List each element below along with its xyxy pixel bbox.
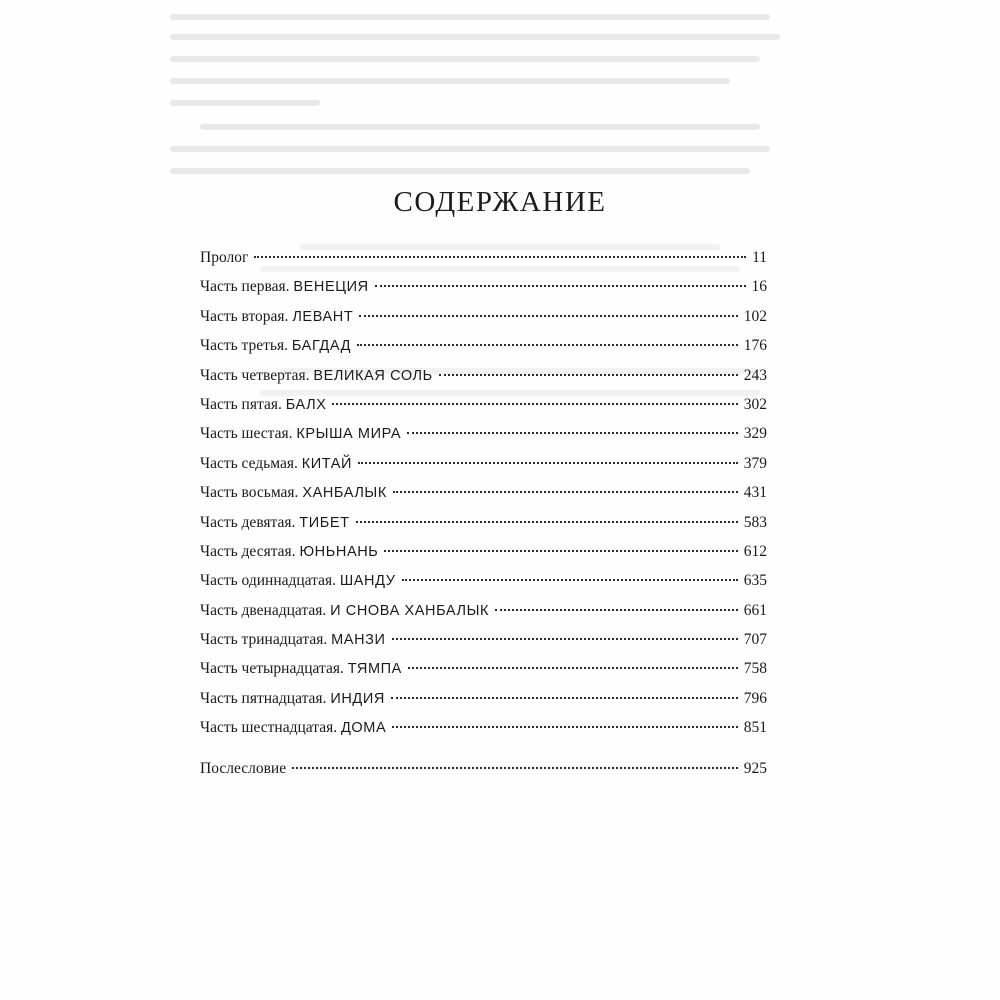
toc-page-number: 635 (743, 572, 767, 590)
toc-page-number: 583 (743, 513, 767, 531)
toc-page-number: 102 (743, 307, 767, 325)
toc-entry-label: Часть четырнадцатая. (200, 660, 348, 678)
toc-entry (200, 596, 767, 625)
dot-leader (392, 638, 738, 640)
toc-entry-label: Часть шестая. (200, 425, 297, 443)
toc-entry-label: Пролог (200, 249, 249, 266)
toc-heading: СОДЕРЖАНИЕ (393, 186, 607, 218)
toc-entry-label: Часть двенадцатая. (200, 601, 331, 619)
toc-page-number: 758 (743, 660, 767, 678)
toc-entry (200, 302, 767, 331)
dot-leader (356, 521, 738, 523)
toc-entry-label: Часть восьмая. (200, 484, 303, 502)
toc-list (200, 243, 767, 783)
toc-entry (200, 449, 767, 478)
toc-entry (200, 566, 767, 595)
toc-entry-part-name: ТЯМПА (347, 661, 402, 678)
toc-entry-label: Часть шестнадцатая. (200, 719, 341, 737)
toc-entry-label: Часть тринадцатая. (200, 631, 332, 649)
dot-leader (495, 609, 738, 611)
toc-page-number: 16 (751, 278, 767, 296)
dot-leader (254, 256, 746, 258)
toc-entry (200, 537, 767, 566)
toc-entry (200, 625, 767, 654)
dot-leader (359, 315, 737, 317)
toc-entry-part-name: БАЛХ (285, 396, 327, 413)
toc-entry (200, 419, 767, 448)
toc-entry-part-name: ТИБЕТ (299, 514, 350, 531)
toc-entry-label: Послесловие (200, 759, 287, 777)
toc-entry-part-name: КРЫША МИРА (296, 426, 402, 443)
toc-entry (200, 654, 767, 683)
toc-entry-label: Часть третья. (200, 337, 292, 355)
dot-leader (375, 285, 746, 287)
toc-entry-part-name: БАГДАД (291, 338, 352, 355)
dot-leader (384, 550, 737, 552)
toc-page-number: 176 (743, 337, 767, 355)
toc-entry-part-name: ВЕЛИКАЯ СОЛЬ (313, 367, 433, 384)
dot-leader (332, 403, 737, 405)
toc-entry-part-name: ДОМА (340, 720, 387, 737)
dot-leader (392, 726, 738, 728)
toc-entry-label: Часть седьмая. (200, 454, 302, 472)
toc-entry-label: Часть первая. (200, 278, 294, 296)
dot-leader (292, 767, 738, 769)
toc-entry (200, 684, 767, 713)
dot-leader (408, 667, 738, 669)
toc-entry (200, 390, 767, 419)
toc-entry (200, 361, 767, 390)
toc-page-number: 925 (743, 759, 767, 777)
toc-page-number: 379 (743, 454, 767, 472)
toc-page-number: 612 (743, 542, 767, 560)
toc-entry-part-name: ШАНДУ (339, 573, 396, 590)
dot-leader (393, 491, 738, 493)
toc-entry-part-name: И СНОВА ХАНБАЛЫК (330, 602, 490, 619)
toc-page-number: 661 (743, 601, 767, 619)
toc-entry-afterword (200, 754, 767, 783)
toc-entry-part-name: ЮНЬНАНЬ (299, 543, 379, 560)
dot-leader (357, 344, 738, 346)
toc-entry-label: Часть десятая. (200, 542, 300, 560)
toc-entry-part-name: МАНЗИ (331, 632, 386, 649)
toc-entry (200, 508, 767, 537)
toc-entry-part-name: ЛЕВАНТ (292, 308, 354, 325)
toc-entry-part-name: ИНДИЯ (330, 690, 385, 707)
toc-entry-part-name: ВЕНЕЦИЯ (293, 279, 369, 296)
toc-page-number: 796 (743, 689, 767, 707)
toc-page-number: 851 (743, 719, 767, 737)
toc-entry-label: Часть пятнадцатая. (200, 689, 331, 707)
toc-entry (200, 713, 767, 742)
dot-leader (402, 579, 738, 581)
toc-entry-part-name: ХАНБАЛЫК (302, 485, 387, 502)
toc-entry (200, 272, 767, 301)
toc-entry (200, 243, 767, 272)
dot-leader (391, 697, 738, 699)
toc-page-number: 707 (743, 631, 767, 649)
toc-entry (200, 331, 767, 360)
dot-leader (407, 432, 738, 434)
dot-leader (439, 374, 738, 376)
toc-entry-label: Часть пятая. (200, 395, 286, 413)
toc-page-number: 431 (743, 484, 767, 502)
toc-page-number: 11 (752, 249, 767, 266)
dot-leader (358, 462, 738, 464)
toc-entry-part-name: КИТАЙ (301, 455, 353, 472)
toc-page-number: 302 (743, 395, 767, 413)
toc-entry-label: Часть девятая. (200, 513, 300, 531)
toc-page-number: 329 (743, 425, 767, 443)
toc-entry-label: Часть вторая. (200, 307, 293, 325)
toc-page-number: 243 (743, 366, 767, 384)
toc-entry-label: Часть одиннадцатая. (200, 572, 340, 590)
toc-entry-label: Часть четвертая. (200, 366, 314, 384)
toc-entry (200, 478, 767, 507)
